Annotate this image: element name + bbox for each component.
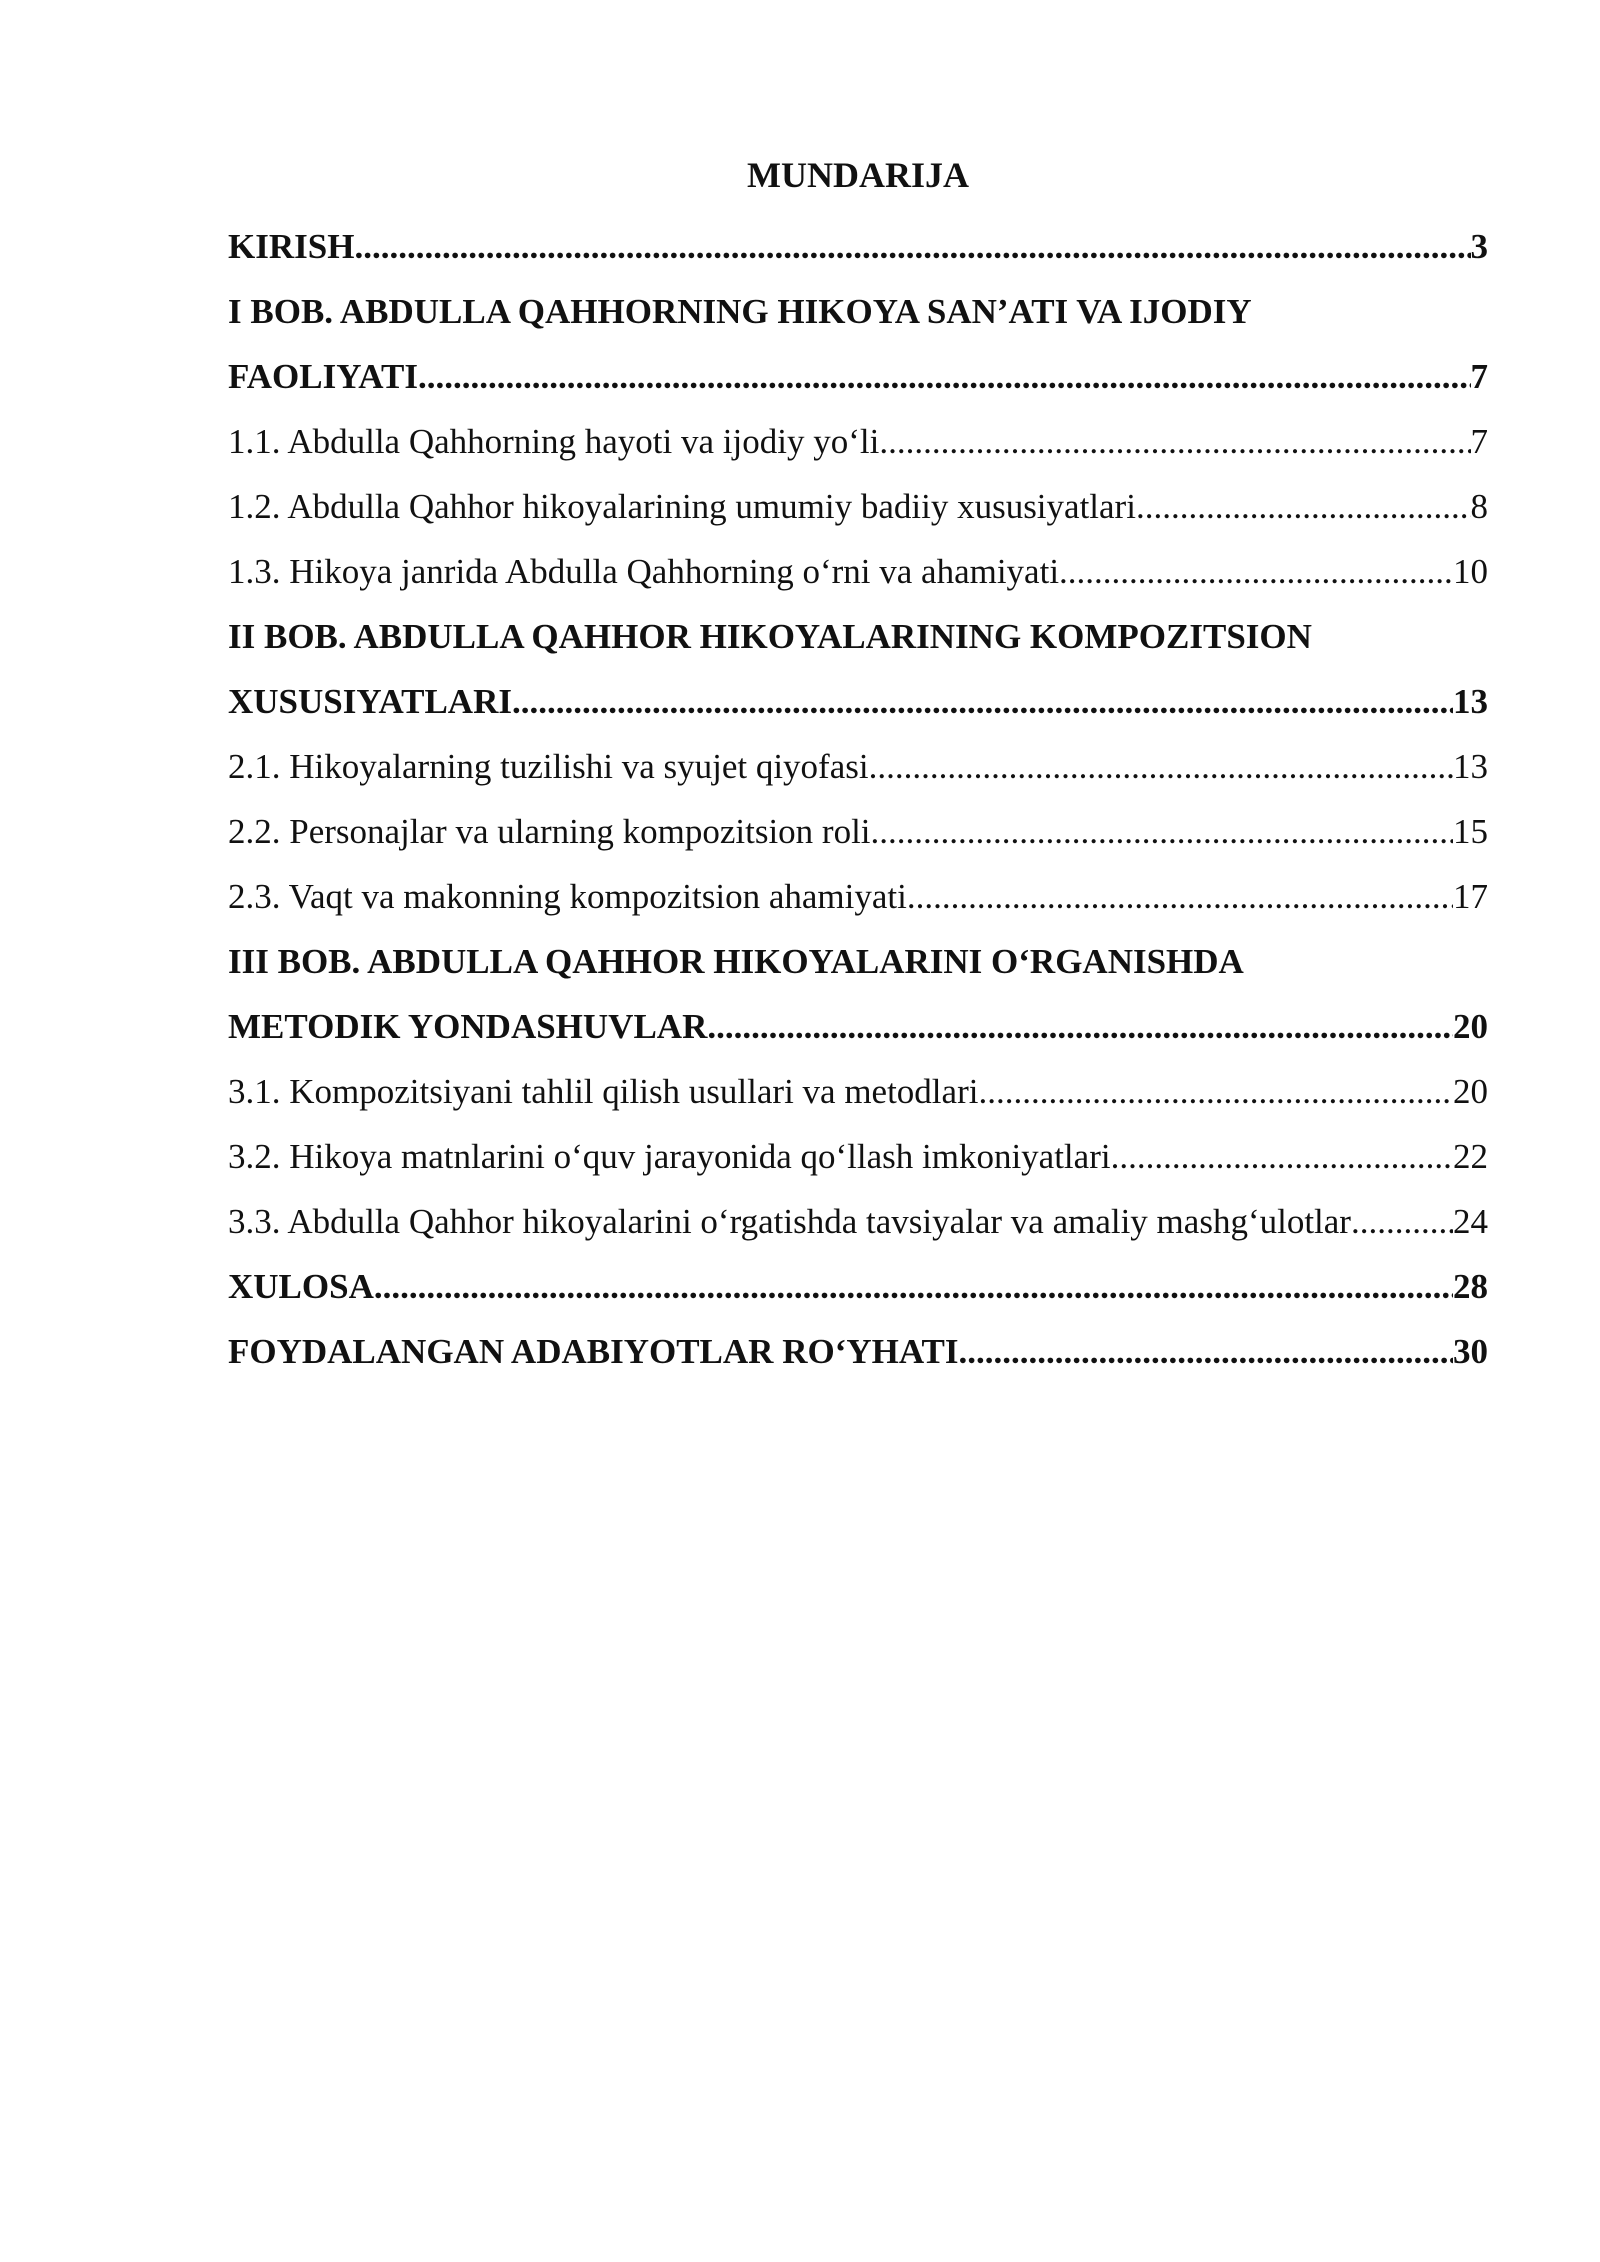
toc-chapter-entry — [228, 929, 1488, 994]
toc-entry-title: 1.1. Abdulla Qahhorning hayoti va ijodiy yo‘li — [228, 422, 880, 461]
dot-leader — [871, 799, 1453, 864]
dot-leader — [707, 994, 1453, 1059]
toc-entry-title: XUSUSIYATLARI — [228, 682, 512, 721]
dot-leader — [1136, 474, 1471, 539]
toc-page-number: 7 — [1470, 357, 1488, 396]
toc-section-entry — [228, 864, 1488, 929]
table-of-contents — [228, 214, 1488, 1384]
toc-entry-title: KIRISH — [228, 227, 355, 266]
toc-section-entry — [228, 1189, 1488, 1254]
dot-leader — [959, 1319, 1453, 1384]
toc-page-number: 7 — [1470, 422, 1488, 461]
toc-page-number: 13 — [1453, 682, 1488, 721]
dot-leader — [1111, 1124, 1453, 1189]
toc-chapter-entry — [228, 344, 1488, 409]
dot-leader — [907, 864, 1453, 929]
toc-page-number: 22 — [1453, 1137, 1488, 1176]
toc-section-entry — [228, 539, 1488, 604]
toc-page-number: 13 — [1453, 747, 1488, 786]
dot-leader — [1059, 539, 1453, 604]
toc-chapter-entry — [228, 994, 1488, 1059]
toc-page-number: 10 — [1453, 552, 1488, 591]
toc-section-entry — [228, 1059, 1488, 1124]
dot-leader — [374, 1254, 1453, 1319]
toc-entry-title: XULOSA — [228, 1267, 374, 1306]
toc-page-number: 28 — [1453, 1267, 1488, 1306]
toc-entry-title: 3.3. Abdulla Qahhor hikoyalarini o‘rgatishda tavsiyalar va amaliy mashg‘ulotlar — [228, 1202, 1351, 1241]
toc-entry-title: FAOLIYATI — [228, 357, 418, 396]
toc-entry-title: II BOB. ABDULLA QAHHOR HIKOYALARINING KOMPOZITSION — [228, 617, 1312, 656]
dot-leader — [354, 214, 1470, 279]
toc-entry-title: III BOB. ABDULLA QAHHOR HIKOYALARINI O‘RGANISHDA — [228, 942, 1244, 981]
document-page — [228, 150, 1488, 1384]
toc-entry-title: 3.1. Kompozitsiyani tahlil qilish usullari va metodlari — [228, 1072, 979, 1111]
toc-page-number: 20 — [1453, 1072, 1488, 1111]
toc-entry-title: I BOB. ABDULLA QAHHORNING HIKOYA SAN’ATI VA IJODIY — [228, 292, 1252, 331]
toc-entry-title: 1.2. Abdulla Qahhor hikoyalarining umumiy badiiy xususiyatlari — [228, 487, 1136, 526]
toc-page-number: 17 — [1453, 877, 1488, 916]
toc-chapter-entry — [228, 214, 1488, 279]
toc-page-number: 15 — [1453, 812, 1488, 851]
toc-entry-title: FOYDALANGAN ADABIYOTLAR RO‘YHATI — [228, 1332, 959, 1371]
toc-chapter-entry — [228, 1319, 1488, 1384]
toc-section-entry — [228, 734, 1488, 799]
toc-chapter-entry — [228, 1254, 1488, 1319]
toc-chapter-entry — [228, 604, 1488, 669]
toc-page-number: 24 — [1453, 1202, 1488, 1241]
toc-section-entry — [228, 474, 1488, 539]
toc-entry-title: 3.2. Hikoya matnlarini o‘quv jarayonida qo‘llash imkoniyatlari — [228, 1137, 1111, 1176]
dot-leader — [978, 1059, 1453, 1124]
dot-leader — [418, 344, 1471, 409]
toc-page-number: 8 — [1470, 487, 1488, 526]
dot-leader — [879, 409, 1470, 474]
dot-leader — [512, 669, 1453, 734]
toc-section-entry — [228, 1124, 1488, 1189]
toc-title: MUNDARIJA — [747, 155, 969, 195]
toc-chapter-entry — [228, 669, 1488, 734]
toc-section-entry — [228, 799, 1488, 864]
toc-entry-title: 1.3. Hikoya janrida Abdulla Qahhorning o‘rni va ahamiyati — [228, 552, 1060, 591]
toc-entry-title: 2.1. Hikoyalarning tuzilishi va syujet qiyofasi — [228, 747, 869, 786]
toc-section-entry — [228, 409, 1488, 474]
toc-chapter-entry — [228, 279, 1488, 344]
toc-page-number: 20 — [1453, 1007, 1488, 1046]
toc-entry-title: 2.2. Personajlar va ularning kompozitsion roli — [228, 812, 871, 851]
toc-page-number: 3 — [1470, 227, 1488, 266]
dot-leader — [869, 734, 1453, 799]
toc-page-number: 30 — [1453, 1332, 1488, 1371]
dot-leader — [1351, 1189, 1453, 1254]
toc-entry-title: METODIK YONDASHUVLAR — [228, 1007, 708, 1046]
toc-entry-title: 2.3. Vaqt va makonning kompozitsion ahamiyati — [228, 877, 907, 916]
